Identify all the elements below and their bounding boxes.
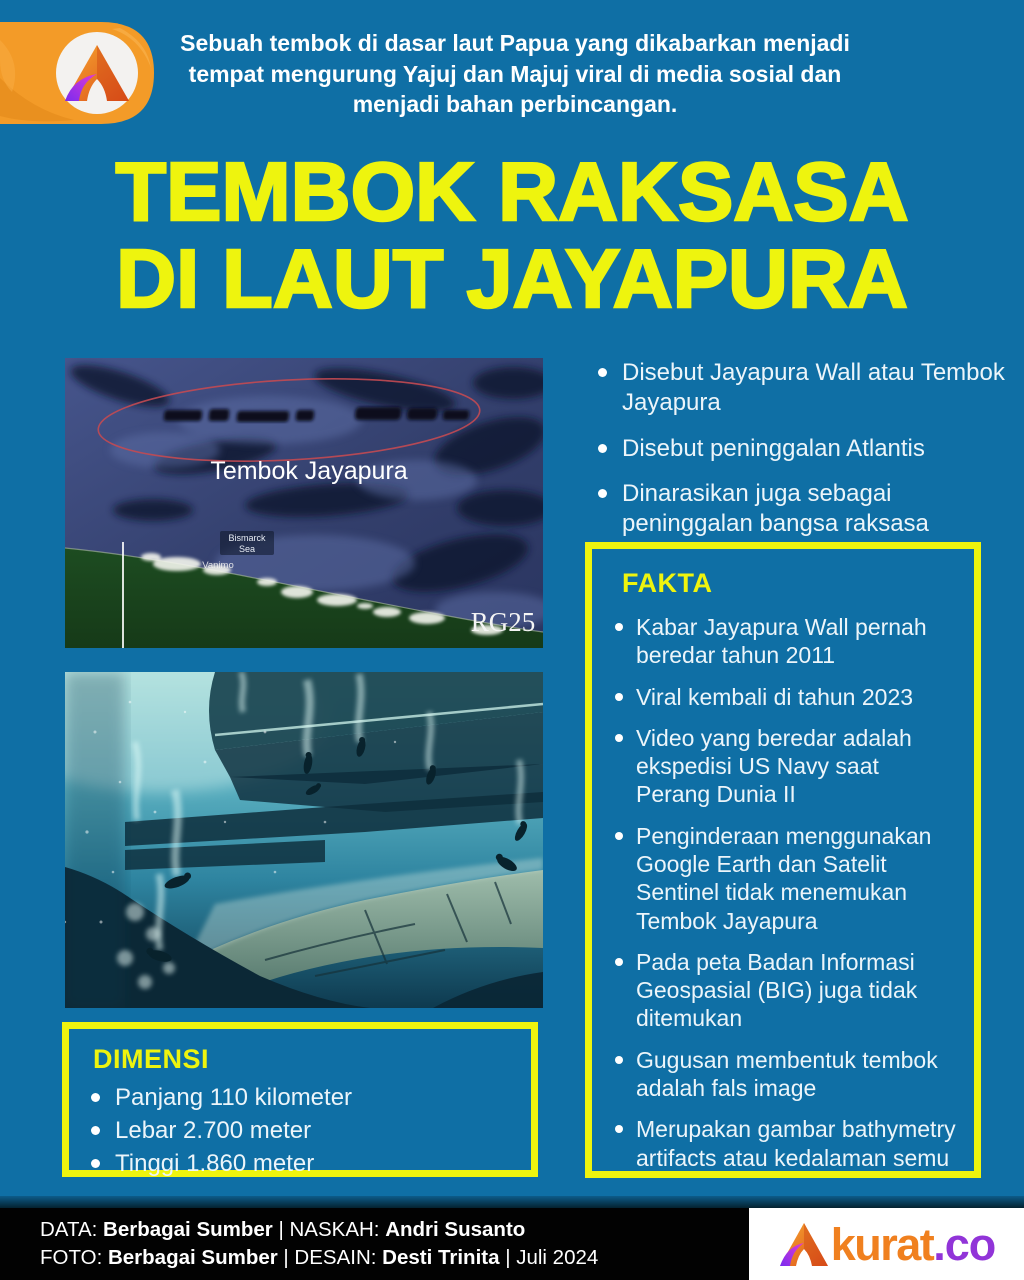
bullet-dot bbox=[598, 368, 607, 377]
title-line-2: DI LAUT JAYAPURA bbox=[116, 232, 908, 326]
footer-shadow bbox=[0, 1196, 1024, 1208]
dimensi-item bbox=[91, 1148, 513, 1180]
satellite-map-image bbox=[65, 358, 543, 648]
credit-segment: FOTO: Berbagai Sumber bbox=[40, 1246, 278, 1269]
akurat-badge-icon bbox=[0, 20, 156, 126]
intro-line-1: Sebuah tembok di dasar laut Papua yang dikabarkan menjadi bbox=[180, 30, 850, 56]
bullet-dot bbox=[615, 1056, 623, 1064]
footer bbox=[0, 1208, 1024, 1280]
key-point-text: Dinarasikan juga sebagai peninggalan bangsa raksasa bbox=[622, 480, 929, 537]
key-point-item bbox=[598, 434, 1022, 464]
key-point-item bbox=[598, 479, 1022, 539]
fakta-item bbox=[615, 1046, 956, 1103]
map-label-bismarck: Bismarck bbox=[228, 533, 266, 543]
dimensi-item-text: Tinggi 1.860 meter bbox=[115, 1149, 315, 1177]
bullet-dot bbox=[91, 1159, 100, 1168]
credit-segment: | NASKAH: Andri Susanto bbox=[272, 1218, 526, 1241]
fakta-item bbox=[615, 724, 956, 809]
map-label-tembok-jayapura: Tembok Jayapura bbox=[210, 457, 408, 485]
akurat-a-icon bbox=[778, 1220, 830, 1268]
bullet-dot bbox=[615, 693, 623, 701]
fakta-item-text: Video yang beredar adalah ekspedisi US Navy saat Perang Dunia II bbox=[636, 724, 912, 808]
bullet-dot bbox=[598, 444, 607, 453]
fakta-item-text: Viral kembali di tahun 2023 bbox=[636, 683, 914, 710]
dimensi-item-text: Lebar 2.700 meter bbox=[115, 1116, 312, 1144]
akurat-brand-box bbox=[749, 1208, 1024, 1280]
map-watermark: RG25 bbox=[470, 607, 536, 637]
credits-line-1 bbox=[40, 1216, 749, 1244]
dimensi-box bbox=[62, 1022, 538, 1177]
credits bbox=[0, 1208, 749, 1280]
key-point-text: Disebut peninggalan Atlantis bbox=[622, 434, 925, 462]
underwater-photo bbox=[65, 672, 543, 1008]
fakta-box bbox=[585, 542, 981, 1178]
map-graticule-line bbox=[122, 542, 124, 648]
map-label-sea: Sea bbox=[238, 544, 256, 554]
fakta-item-text: Merupakan gambar bathymetry artifacts atau kedalaman semu bbox=[636, 1116, 956, 1171]
fakta-list bbox=[615, 613, 956, 1172]
bullet-dot bbox=[615, 623, 623, 631]
dimensi-item-text: Panjang 110 kilometer bbox=[115, 1084, 353, 1111]
fakta-item-text: Penginderaan menggunakan Google Earth dan Satelit Sentinel tidak menemukan Tembok Jayapura bbox=[636, 822, 932, 934]
fakta-heading: FAKTA bbox=[622, 568, 713, 598]
fakta-item bbox=[615, 683, 956, 711]
intro-line-3: menjadi bahan perbincangan. bbox=[352, 91, 678, 118]
dimensi-list bbox=[91, 1082, 513, 1180]
brand-kurat-text: kurat bbox=[830, 1218, 934, 1270]
fakta-item bbox=[615, 1115, 956, 1172]
bullet-dot bbox=[615, 1125, 623, 1133]
key-point-text: Disebut Jayapura Wall atau Tembok Jayapura bbox=[622, 359, 1005, 416]
credit-segment: DATA: Berbagai Sumber bbox=[40, 1218, 273, 1241]
bullet-dot bbox=[91, 1093, 100, 1102]
bullet-dot bbox=[615, 958, 623, 966]
intro-line-2: tempat mengurung Yajuj dan Majuj viral di media sosial dan bbox=[188, 60, 842, 87]
credit-segment: | DESAIN: Desti Trinita bbox=[277, 1246, 500, 1269]
bullet-dot bbox=[598, 489, 607, 498]
key-point-item bbox=[598, 358, 1022, 418]
bullet-dot bbox=[91, 1126, 100, 1135]
brand-co-text: .co bbox=[933, 1218, 996, 1270]
credit-segment: | Juli 2024 bbox=[499, 1246, 599, 1269]
bullet-dot bbox=[615, 734, 623, 742]
title-line-1: TEMBOK RAKSASA bbox=[115, 145, 909, 238]
fakta-item bbox=[615, 948, 956, 1033]
dimensi-item bbox=[91, 1115, 513, 1147]
dimensi-heading: DIMENSI bbox=[93, 1044, 210, 1074]
page-title bbox=[0, 145, 1024, 326]
credits-line-2 bbox=[40, 1244, 749, 1272]
fakta-item-text: Kabar Jayapura Wall pernah beredar tahun 2011 bbox=[636, 614, 927, 669]
fakta-item-text: Gugusan membentuk tembok adalah fals image bbox=[636, 1046, 938, 1101]
fakta-item-text: Pada peta Badan Informasi Geospasial (BIG) juga tidak ditemukan bbox=[636, 948, 918, 1032]
akurat-logo-badge bbox=[0, 20, 156, 126]
bullet-dot bbox=[615, 832, 623, 840]
fakta-item bbox=[615, 613, 956, 670]
key-points-list bbox=[598, 358, 1022, 555]
map-label-vanimo: Vanimo bbox=[202, 560, 234, 571]
intro-text bbox=[147, 28, 883, 120]
dimensi-item bbox=[91, 1082, 513, 1114]
fakta-item bbox=[615, 822, 956, 935]
